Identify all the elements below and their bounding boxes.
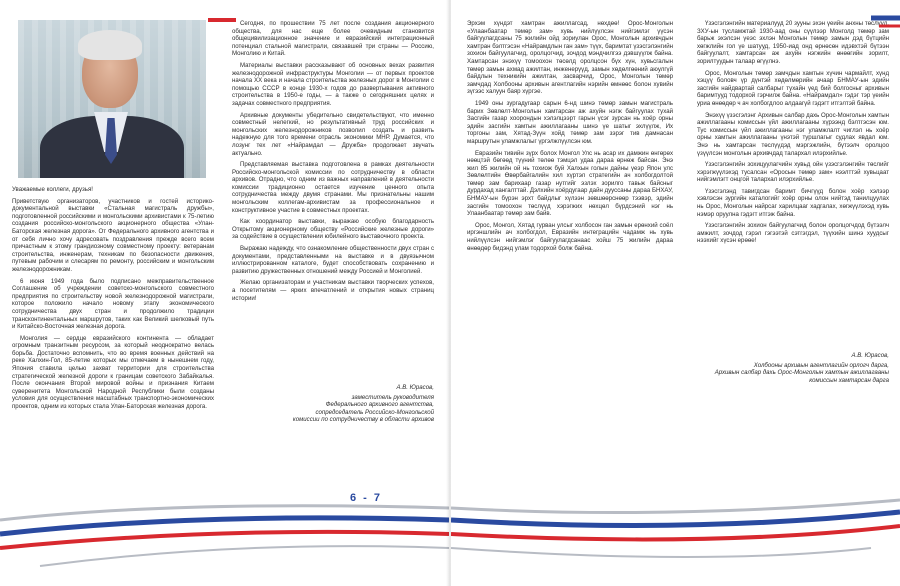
paragraph: Выражаю надежду, что ознакомление общественности двух стран с документами, представленными на выставке и в двуязычном иллюстрированном каталоге, будет способствовать сохранению и развитию дружественных отношений между Россией и Монголией.	[232, 245, 434, 275]
signature-line: Архивын салбар дахь Орос-Монголын хамтын ажиллагааны комиссын хамтарсан дарга	[714, 369, 889, 384]
paragraph: 6 июня 1949 года было подписано межправительственное Соглашение об учреждении советско-монгольского совместного предприятия по строительству новой железнодорожной магистрали, которое положило начало новому этапу экономического сотрудничества двух стран и продолжило традиции трансконтинентальных маршрутов, таких как Великий шелковый путь и Китайско-Восточная железная дорога.	[12, 277, 214, 331]
paragraph: Орос, Монголын төмөр замчдын хамтын хүчин чармайлт, хүнд хэцүү боловч үр дүнтэй хөдөлмөрийн ачаар БНМАУ-ын эдийн засгийн найдвартай салбарыг тухайн үед бий болгосныг архивын баримтууд тодорхой гэрчилж байна. «Найрамдал» гэдэг тэр үеийн уриа өнөөдөр ч ач холбогдлоо алдаагүй гэдэгт итгэлтэй байна.	[697, 69, 889, 107]
paragraph: Үзэсгэлэнгийн зохион байгуулагчид болон оролцогчдод бүтээлч амжилт, зочдод гэрэл гэгээтэй сэтгэгдэл, түүхийн шинэ хуудсыг нээхийг хүсэн ерөөе!	[697, 222, 889, 245]
left-page-column-1	[12, 186, 214, 415]
paragraph: Үзэсгэлэнгийн зохицуулагчийн хувьд ойн үзэсгэлэнгийн төслийг хэрэгжүүлэхэд тусалсан «Оросын төмөр зам» нээлттэй хувьцаат нийгэмлэгт онцгой талархал илэрхийлье.	[697, 161, 889, 184]
paragraph: Архивные документы убедительно свидетельствуют, что именно совместный нелегкий, но результативный труд российских и монгольских железнодорожников позволил создать и развить надежную для того времени отрасль экономики МНР. Думается, что лозунг тех лет «Найрамдал — Дружба» продолжает звучать актуально.	[232, 111, 434, 157]
paragraph: Желаю организаторам и участникам выставки творческих успехов, а посетителям — ярких впечатлений и открытия новых страниц истории!	[232, 279, 434, 302]
paragraph: Үзэсгэлэнд тавигдсан баримт бичгүүд болон хоёр хэлээр хэвлэсэн зургийн каталогийг хоёр орны олон нийтэд танилцуулах нь Орос, Монголын найрсаг харилцааг хадгалах, хөгжүүлэхэд хувь нэмэр оруулна гэдэгт итгэж байна.	[697, 187, 889, 218]
author-portrait	[18, 20, 206, 178]
signature-line: комиссии по сотрудничеству в области архивов	[292, 416, 434, 424]
signature-name-mn: А.В. Юрасов,	[851, 352, 889, 359]
paragraph: Как координатор выставки, выражаю особую благодарность Открытому акционерному обществу «Российские железные дороги» за содействие в осуществлении юбилейного выставочного проекта.	[232, 218, 434, 241]
paragraph: Евразийн тивийн зүрх болох Монгол Улс нь асар их дамжин өнгөрөх нөөцтэй бөгөөд түүний төлөө тэмцэл удаа дараа өрнөж байсан. Энэ жил 85 жилийн ой нь тохиож буй Халхын голын дайны үеэр Япон улс Зөвлөлтийн Өвөрбайгалийн хил хүртэл стратегийн ач холбогдолтой төмөр зам барихаар газар нутгийг эзлэх зорилго тавьж байсныг дурдахад хангалттай. Дэлхийн хоёрдугаар дайн дууссаны дараа БНХАУ, БНМАУ-ын бүрэн эрхт байдлыг хүлээн зөвшөөрснөөр тээвэр, эдийн засгийн томоохон төслүүд хэрэгжих нөхцөл бүрдсэний нэг нь Улаанбаатар төмөр зам байв.	[467, 149, 673, 218]
paragraph: Материалы выставки рассказывают об основных вехах развития железнодорожной инфраструктуры Монголии — от первых проектов начала XX века и начала строительства железных дорог в Монголии с помощью СССР в конце 1930-х годов до развертывания активного строительства в 1950-е годы, — а также о сегодняшних целях и задачах совместного предприятия.	[232, 61, 434, 107]
page-numbers: 6 - 7	[349, 492, 382, 504]
paragraph: Үзэсгэлэнгийн материалууд 20 зууны эхэн үеийн анхны төслүүд, ЗХУ-ын тусламжтай 1930-аад оны сүүлээр Монголд төмөр зам барьж эхэлсэн үеэс эхлэн Монголын төмөр замын дэд бүтцийн хөгжлийн гол үе шатууд, 1950-иад онд өрнөсөн идэвхтэй бүтээн байгуулалт, хамтарсан аж ахуйн нэгжийн өнөөгийн зорилт, зорилтуудын талаар өгүүлнэ.	[697, 20, 889, 65]
paragraph: Приветствую организаторов, участников и гостей историко-документальной выставки «Стальная магистраль дружбы», подготовленной российскими и монгольскими архивистами к 75-летию создания российско-монгольского акционерного общества «Улан-Баторская железная дорога». От Федерального архивного агентства и от себя лично хочу адресовать поздравления прежде всего всем причастным к этому грандиозному совместному проекту: ветеранам строительства, инженерам, техникам по безопасности движения, путевым рабочим и слесарям по ремонту, российским и монгольским железнодорожникам.	[12, 197, 214, 273]
right-page	[451, 0, 900, 586]
paragraph: Монголия — сердце евразийского континента — обладает огромным транзитным ресурсом, за который неоднократно велась борьба. Достаточно вспомнить, что во время военных действий на реке Халхин-Гол, 85-летие которых мы отмечаем в нынешнем году, Япония ставила целью захват территории для строительства стратегической железной дороги к границам советского Забайкалья. После окончания Второй мировой войны и признания Китаем суверенитета Монгольской Народной Республики были созданы условия для осуществления масштабных транспортно-экономических проектов, одним из которых стала Улан-Баторская железная дорога.	[12, 334, 214, 411]
paragraph: Представляемая выставка подготовлена в рамках деятельности Российско-монгольской комиссии по сотрудничеству в области архивов. Отрадно, что одним из важных направлений в деятельности комиссии традиционно остается изучение ценного опыта сотрудничества между двумя странами. Мы признательны нашим монгольским коллегам-архивистам за профессиональное и конструктивное участие в совместных проектах.	[232, 161, 434, 214]
paragraph: Эрхэм хүндэт хамтран ажиллагсад, нөхдөө! Орос-Монголын «Улаанбаатар төмөр зам» хувь нийлүүлсэн нийгэмлэг үүсэн байгуулагдсаны 75 жилийн ойд зориулан Орос, Монголын архивчдын хамтран бэлтгэсэн «Найрамдлын ган зам» түүх, баримтат үзэсгэлэнгийн зохион байгуулагчид, оролцогчид, зочдод мэндчилгээ дэвшүүлж байна. Хамтарсан энэхүү томоохон төсөлд оролцсон бүх хүн, хувьсгалын төмөр замын ахмад ажилтан, инженерүүд, замын хөдөлгөөний аюулгүй байдлын техникийн ажилтан, засварчид, Орос, Монголын төмөр замчдад Холбооны архивын агентлагийн нэрийн өмнөөс болон хувийн зүгээс халуун баяр хүргэе.	[467, 20, 673, 96]
paragraph: Энэхүү үзэсгэлэнг Архивын салбар дахь Орос-Монголын хамтын ажиллагааны комиссын үйл ажиллагааны хүрээнд бэлтгэсэн юм. Тус комиссын үйл ажиллагааны нэг уламжлалт чиглэл нь хоёр орны хамтын ажиллагааны үнэтэй туршлагыг судлах явдал юм. Энэ нь хамтарсан төслүүдэд мэргэжлийн, бүтээлч оролцоо үзүүлсэн монголын архивчдад талархал илэрхийлье.	[697, 111, 889, 157]
left-signature	[250, 384, 434, 424]
paragraph: Орос, Монгол, Хятад гурван улсыг холбосон ган замын ерөнхий соёл иргэншлийн ач холбогдол, Евразийн интеграцийн чадамж нь хувь нийлүүлсэн нийгэмлэг байгуулагдсанаас хойш 75 жилийн дараа өнөөдөр бидэнд улам тодорхой болж байна.	[467, 221, 673, 252]
paragraph: Уважаемые коллеги, друзья!	[12, 186, 93, 193]
signature-title	[250, 394, 434, 424]
signature-title-mn	[697, 362, 889, 385]
signature-line: сопредседатель Российско-Монгольской	[315, 408, 434, 416]
signature-line: Федерального архивного агентства,	[325, 401, 434, 409]
signature-line: заместитель руководителя	[351, 393, 434, 401]
right-page-column-2	[697, 20, 889, 249]
right-page-column-1	[467, 20, 673, 256]
paragraph: Сегодня, по прошествии 75 лет после создания акционерного общества, для нас еще более очевидным становится общецивилизационное значение и евразийский интеграционный потенциал стальной магистрали, связавшей три страны — Россию, Монголию и Китай.	[232, 20, 434, 58]
right-signature	[697, 352, 889, 384]
paragraph: 1949 оны зургадугаар сарын 6-нд шинэ төмөр замын магистраль барих Зөвлөлт-Монголын хамтарсан аж ахуйн нэгж байгуулах тухай Засгийн газар хоорондын хэлэлцээрт гарын үсэг зурсан нь хоёр орны эдийн засгийн хамтын ажиллагааны шинэ үе шатыг эхлүүлж, Их торгоны зам, Хятад-Зүүн хойд төмөр зам зэрэг тив дамнасан маршрутын уламжлалыг үргэлжлүүлсэн юм.	[467, 99, 673, 145]
signature-line: Холбооны архивын агентлагийн орлогч дарга,	[753, 361, 889, 369]
left-page-column-2	[232, 20, 434, 306]
signature-name: А.В. Юрасов,	[396, 384, 434, 391]
left-page	[0, 0, 449, 586]
